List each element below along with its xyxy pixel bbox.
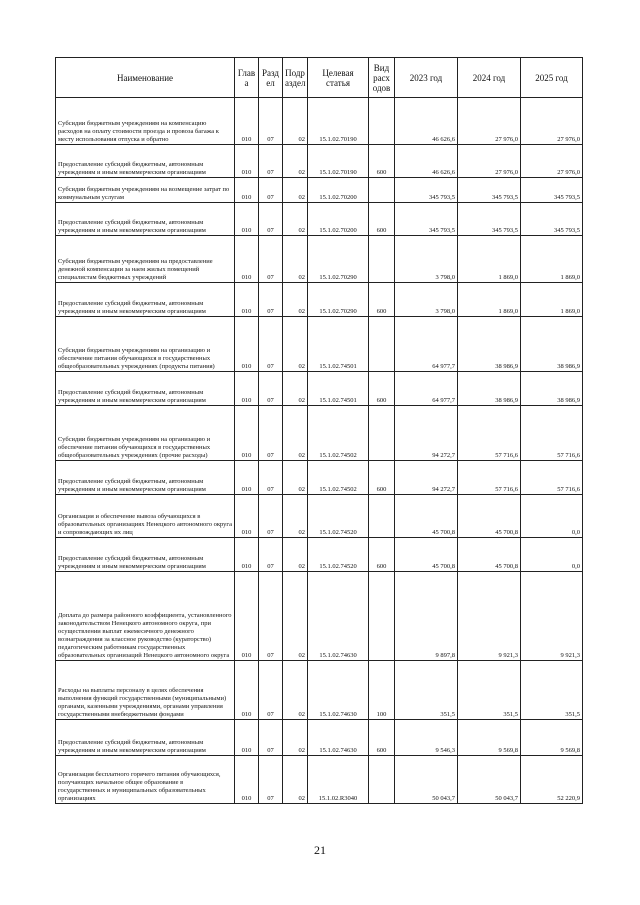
cell-glava: 010 [235, 178, 259, 203]
cell-target-article: 15.1.02.74501 [308, 372, 369, 406]
cell-razdel: 07 [259, 372, 283, 406]
cell-2023: 45 700,8 [395, 495, 458, 538]
cell-podrazdel: 02 [283, 317, 308, 372]
cell-glava: 010 [235, 720, 259, 756]
cell-glava: 010 [235, 406, 259, 461]
cell-2025: 57 716,6 [521, 406, 583, 461]
cell-2024: 1 869,0 [458, 236, 521, 283]
cell-name: Субсидии бюджетным учреждениям на организацию и обеспечение питания обучающихся в государственных общеобразовательных учреждениях (продукты питания) [56, 317, 235, 372]
cell-target-article: 15.1.02.74630 [308, 720, 369, 756]
cell-expense-type: 600 [369, 203, 395, 236]
cell-podrazdel: 02 [283, 495, 308, 538]
cell-2024: 45 700,8 [458, 495, 521, 538]
cell-2023: 345 793,5 [395, 178, 458, 203]
cell-2023: 9 546,3 [395, 720, 458, 756]
cell-2023: 94 272,7 [395, 406, 458, 461]
table-row [56, 283, 583, 317]
cell-2024: 9 921,3 [458, 572, 521, 661]
cell-target-article: 15.1.02.70200 [308, 178, 369, 203]
cell-expense-type: 600 [369, 372, 395, 406]
table-row [56, 661, 583, 720]
cell-2024: 57 716,6 [458, 406, 521, 461]
cell-razdel: 07 [259, 145, 283, 178]
cell-glava: 010 [235, 372, 259, 406]
cell-podrazdel: 02 [283, 203, 308, 236]
header-2023: 2023 год [395, 58, 458, 98]
cell-expense-type [369, 756, 395, 804]
cell-glava: 010 [235, 98, 259, 145]
cell-2025: 0,0 [521, 538, 583, 572]
cell-2024: 345 793,5 [458, 203, 521, 236]
cell-podrazdel: 02 [283, 661, 308, 720]
header-glava: Глав а [235, 58, 259, 98]
cell-target-article: 15.1.02.70200 [308, 203, 369, 236]
cell-name: Субсидии бюджетным учреждениям на организацию и обеспечение питания обучающихся в государственных общеобразовательных учреждениях (прочие расходы) [56, 406, 235, 461]
cell-2024: 38 986,9 [458, 372, 521, 406]
cell-name: Предоставление субсидий бюджетным, автономным учреждениям и иным некоммерческим организациям [56, 203, 235, 236]
header-expense-type: Вид расх одов [369, 58, 395, 98]
table-row [56, 461, 583, 495]
cell-razdel: 07 [259, 98, 283, 145]
cell-name: Расходы на выплаты персоналу в целях обеспечения выполнения функций государственными (муниципальными) органами, казенными учреждениями, органами управления государственными внебюджетными фондами [56, 661, 235, 720]
cell-expense-type: 600 [369, 720, 395, 756]
header-2025: 2025 год [521, 58, 583, 98]
cell-expense-type [369, 236, 395, 283]
cell-expense-type [369, 178, 395, 203]
cell-expense-type [369, 98, 395, 145]
cell-name: Субсидии бюджетным учреждениям на компенсацию расходов на оплату стоимости проезда и провоза багажа к месту использования отпуска и обратно [56, 98, 235, 145]
cell-2024: 351,5 [458, 661, 521, 720]
cell-expense-type [369, 495, 395, 538]
cell-podrazdel: 02 [283, 178, 308, 203]
cell-name: Организация и обеспечение вывоза обучающихся в образовательных организациях Ненецкого автономного округа и сопровождающих их лиц [56, 495, 235, 538]
cell-expense-type: 600 [369, 283, 395, 317]
cell-2025: 27 976,0 [521, 98, 583, 145]
cell-2024: 27 976,0 [458, 145, 521, 178]
cell-target-article: 15.1.02.74502 [308, 406, 369, 461]
table-row [56, 406, 583, 461]
cell-name: Субсидии бюджетным учреждениям на предоставление денежной компенсации за наем жилых помещений специалистам бюджетных учреждений [56, 236, 235, 283]
cell-2023: 3 798,0 [395, 283, 458, 317]
cell-target-article: 15.1.02.70290 [308, 236, 369, 283]
cell-name: Предоставление субсидий бюджетным, автономным учреждениям и иным некоммерческим организациям [56, 461, 235, 495]
cell-glava: 010 [235, 756, 259, 804]
cell-target-article: 15.1.02.74630 [308, 572, 369, 661]
cell-razdel: 07 [259, 283, 283, 317]
cell-razdel: 07 [259, 178, 283, 203]
table-row [56, 236, 583, 283]
cell-target-article: 15.1.02.74630 [308, 661, 369, 720]
cell-name: Доплата до размера районного коэффициента, установленного законодательством Ненецкого автономного округа, при осуществлении выплат ежемесячного денежного вознаграждения за классное руководство (кураторство) педагогическим работникам государственных образовательных организаций Ненецкого автономного округа [56, 572, 235, 661]
cell-target-article: 15.1.02.70190 [308, 145, 369, 178]
cell-glava: 010 [235, 661, 259, 720]
cell-name: Предоставление субсидий бюджетным, автономным учреждениям и иным некоммерческим организациям [56, 283, 235, 317]
cell-razdel: 07 [259, 461, 283, 495]
cell-2025: 38 986,9 [521, 372, 583, 406]
cell-2025: 0,0 [521, 495, 583, 538]
cell-2025: 9 921,3 [521, 572, 583, 661]
cell-podrazdel: 02 [283, 720, 308, 756]
cell-razdel: 07 [259, 203, 283, 236]
cell-2023: 3 798,0 [395, 236, 458, 283]
cell-razdel: 07 [259, 317, 283, 372]
cell-name: Предоставление субсидий бюджетным, автономным учреждениям и иным некоммерческим организациям [56, 538, 235, 572]
cell-2024: 50 043,7 [458, 756, 521, 804]
cell-2025: 27 976,0 [521, 145, 583, 178]
cell-podrazdel: 02 [283, 98, 308, 145]
cell-expense-type [369, 572, 395, 661]
table-row [56, 317, 583, 372]
cell-2023: 64 977,7 [395, 372, 458, 406]
cell-2024: 9 569,8 [458, 720, 521, 756]
cell-2025: 351,5 [521, 661, 583, 720]
cell-glava: 010 [235, 461, 259, 495]
cell-2024: 57 716,6 [458, 461, 521, 495]
cell-2023: 94 272,7 [395, 461, 458, 495]
cell-razdel: 07 [259, 495, 283, 538]
cell-razdel: 07 [259, 236, 283, 283]
cell-podrazdel: 02 [283, 572, 308, 661]
cell-podrazdel: 02 [283, 372, 308, 406]
cell-2025: 345 793,5 [521, 178, 583, 203]
cell-expense-type [369, 317, 395, 372]
table-row [56, 538, 583, 572]
cell-target-article: 15.1.02.74502 [308, 461, 369, 495]
cell-name: Предоставление субсидий бюджетным, автономным учреждениям и иным некоммерческим организациям [56, 372, 235, 406]
cell-target-article: 15.1.02.74501 [308, 317, 369, 372]
cell-2025: 1 869,0 [521, 283, 583, 317]
cell-razdel: 07 [259, 538, 283, 572]
cell-2024: 345 793,5 [458, 178, 521, 203]
cell-2024: 45 700,8 [458, 538, 521, 572]
cell-glava: 010 [235, 283, 259, 317]
cell-glava: 010 [235, 145, 259, 178]
table-row [56, 720, 583, 756]
header-2024: 2024 год [458, 58, 521, 98]
cell-expense-type: 100 [369, 661, 395, 720]
budget-table-container [55, 57, 582, 804]
cell-2024: 38 986,9 [458, 317, 521, 372]
cell-razdel: 07 [259, 720, 283, 756]
cell-podrazdel: 02 [283, 145, 308, 178]
cell-target-article: 15.1.02.70190 [308, 98, 369, 145]
cell-name: Субсидии бюджетным учреждениям на возмещение затрат по коммунальным услугам [56, 178, 235, 203]
cell-2025: 52 220,9 [521, 756, 583, 804]
cell-2023: 46 626,6 [395, 145, 458, 178]
cell-razdel: 07 [259, 756, 283, 804]
page-number: 21 [314, 843, 326, 857]
table-row [56, 572, 583, 661]
cell-name: Организация бесплатного горячего питания обучающихся, получающих начальное общее образование в государственных и муниципальных образовательных организациях [56, 756, 235, 804]
cell-2025: 38 986,9 [521, 317, 583, 372]
cell-2024: 27 976,0 [458, 98, 521, 145]
cell-2024: 1 869,0 [458, 283, 521, 317]
table-row [56, 495, 583, 538]
cell-podrazdel: 02 [283, 756, 308, 804]
cell-expense-type: 600 [369, 461, 395, 495]
table-row [56, 98, 583, 145]
cell-glava: 010 [235, 572, 259, 661]
header-razdel: Разд ел [259, 58, 283, 98]
table-row [56, 203, 583, 236]
cell-podrazdel: 02 [283, 461, 308, 495]
cell-2023: 50 043,7 [395, 756, 458, 804]
cell-razdel: 07 [259, 406, 283, 461]
cell-target-article: 15.1.02.R3040 [308, 756, 369, 804]
cell-podrazdel: 02 [283, 538, 308, 572]
cell-2023: 45 700,8 [395, 538, 458, 572]
cell-2025: 9 569,8 [521, 720, 583, 756]
cell-glava: 010 [235, 538, 259, 572]
cell-expense-type: 600 [369, 538, 395, 572]
cell-expense-type [369, 406, 395, 461]
cell-podrazdel: 02 [283, 283, 308, 317]
table-row [56, 372, 583, 406]
cell-2025: 1 869,0 [521, 236, 583, 283]
cell-podrazdel: 02 [283, 236, 308, 283]
header-name: Наименование [56, 58, 235, 98]
header-row [56, 58, 583, 98]
table-row [56, 756, 583, 804]
cell-2025: 345 793,5 [521, 203, 583, 236]
cell-2023: 345 793,5 [395, 203, 458, 236]
cell-name: Предоставление субсидий бюджетным, автономным учреждениям и иным некоммерческим организациям [56, 720, 235, 756]
cell-expense-type: 600 [369, 145, 395, 178]
table-row [56, 145, 583, 178]
cell-2023: 351,5 [395, 661, 458, 720]
cell-2023: 9 897,8 [395, 572, 458, 661]
cell-razdel: 07 [259, 661, 283, 720]
budget-table [55, 57, 583, 804]
cell-2023: 64 977,7 [395, 317, 458, 372]
cell-glava: 010 [235, 203, 259, 236]
cell-razdel: 07 [259, 572, 283, 661]
cell-2023: 46 626,6 [395, 98, 458, 145]
cell-glava: 010 [235, 236, 259, 283]
table-row [56, 178, 583, 203]
cell-glava: 010 [235, 495, 259, 538]
header-target-article: Целевая статья [308, 58, 369, 98]
cell-target-article: 15.1.02.74520 [308, 495, 369, 538]
cell-2025: 57 716,6 [521, 461, 583, 495]
cell-target-article: 15.1.02.70290 [308, 283, 369, 317]
header-podrazdel: Подр аздел [283, 58, 308, 98]
cell-glava: 010 [235, 317, 259, 372]
cell-podrazdel: 02 [283, 406, 308, 461]
cell-target-article: 15.1.02.74520 [308, 538, 369, 572]
cell-name: Предоставление субсидий бюджетным, автономным учреждениям и иным некоммерческим организациям [56, 145, 235, 178]
